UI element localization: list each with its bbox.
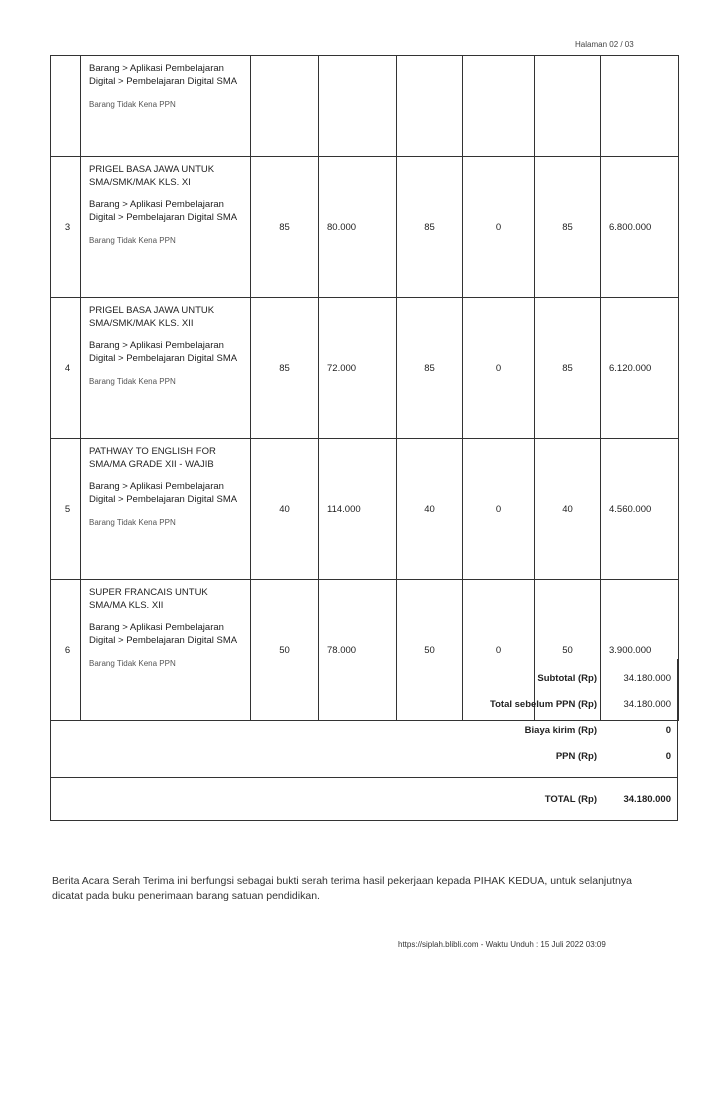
cell-zero: 0 (463, 439, 535, 580)
item-tax-status: Barang Tidak Kena PPN (89, 659, 176, 668)
item-name: PRIGEL BASA JAWA UNTUK SMA/SMK/MAK KLS. XI (89, 164, 215, 188)
cell-description (81, 298, 251, 439)
cell-price: 114.000 (319, 439, 397, 580)
ppn-value: 0 (665, 751, 671, 762)
total-label: TOTAL (Rp) (544, 794, 597, 805)
subtotal-value: 34.180.000 (623, 673, 671, 684)
cell-price: 78.000 (319, 580, 397, 721)
item-category: Barang > Aplikasi Pembelajaran Digital > Pembelajaran Digital SMA (89, 340, 238, 364)
footer-source: https://siplah.blibli.com - Waktu Unduh : 15 Juli 2022 03:09 (398, 940, 606, 949)
item-category: Barang > Aplikasi Pembelajaran Digital > Pembelajaran Digital SMA (89, 481, 238, 505)
cell-qty-received: 40 (397, 439, 463, 580)
cell-total: 3.900.000 (601, 580, 679, 721)
shipping-label: Biaya kirim (Rp) (524, 725, 597, 736)
statement-text: Berita Acara Serah Terima ini berfungsi sebagai bukti serah terima hasil pekerjaan kepada PIHAK KEDUA, untuk selanjutnya dicatat pada buku penerimaan barang satuan pendidikan. (52, 875, 632, 902)
cell-total: 6.800.000 (601, 157, 679, 298)
cell-qty-final: 85 (535, 298, 601, 439)
cell-qty-received: 85 (397, 157, 463, 298)
item-name: PRIGEL BASA JAWA UNTUK SMA/SMK/MAK KLS. XII (89, 305, 215, 329)
cell-qty: 40 (251, 439, 319, 580)
cell-no: 5 (51, 439, 81, 580)
cell-no: 4 (51, 298, 81, 439)
subtotal-row (51, 673, 677, 687)
cell-price (319, 56, 397, 157)
cell-no: 3 (51, 157, 81, 298)
cell-price: 80.000 (319, 157, 397, 298)
table-row (51, 298, 679, 439)
cell-total (601, 56, 679, 157)
cell-qty-final (535, 56, 601, 157)
cell-qty-final: 50 (535, 580, 601, 721)
item-category: Barang > Aplikasi Pembelajaran Digital > Pembelajaran Digital SMA (89, 63, 238, 87)
cell-zero (463, 56, 535, 157)
cell-zero: 0 (463, 157, 535, 298)
item-category: Barang > Aplikasi Pembelajaran Digital > Pembelajaran Digital SMA (89, 622, 238, 646)
page-number: Halaman 02 / 03 (575, 40, 634, 49)
table-row-continued (51, 56, 679, 157)
cell-qty: 85 (251, 157, 319, 298)
cell-qty-received: 85 (397, 298, 463, 439)
item-tax-status: Barang Tidak Kena PPN (89, 236, 176, 245)
cell-qty-received (397, 56, 463, 157)
cell-description (81, 56, 251, 157)
cell-total: 4.560.000 (601, 439, 679, 580)
before-ppn-row (51, 699, 677, 713)
cell-qty-final: 85 (535, 157, 601, 298)
cell-price: 72.000 (319, 298, 397, 439)
cell-no: 6 (51, 580, 81, 721)
item-name: PATHWAY TO ENGLISH FOR SMA/MA GRADE XII - WAJIB (89, 446, 216, 470)
cell-qty-final: 40 (535, 439, 601, 580)
cell-qty-received: 50 (397, 580, 463, 721)
item-tax-status: Barang Tidak Kena PPN (89, 377, 176, 386)
cell-no (51, 56, 81, 157)
before-ppn-value: 34.180.000 (623, 699, 671, 710)
total-section (50, 777, 678, 821)
total-value: 34.180.000 (623, 794, 671, 805)
item-tax-status: Barang Tidak Kena PPN (89, 100, 176, 109)
cell-description (81, 157, 251, 298)
cell-total: 6.120.000 (601, 298, 679, 439)
table-row (51, 157, 679, 298)
item-name: SUPER FRANCAIS UNTUK SMA/MA KLS. XII (89, 587, 208, 611)
items-table (50, 55, 679, 721)
subtotal-label: Subtotal (Rp) (537, 673, 597, 684)
item-category: Barang > Aplikasi Pembelajaran Digital > Pembelajaran Digital SMA (89, 199, 238, 223)
ppn-row (51, 751, 677, 765)
item-tax-status: Barang Tidak Kena PPN (89, 518, 176, 527)
cell-zero: 0 (463, 580, 535, 721)
cell-qty (251, 56, 319, 157)
ppn-label: PPN (Rp) (555, 751, 597, 762)
shipping-value: 0 (665, 725, 671, 736)
before-ppn-label: Total sebelum PPN (Rp) (490, 699, 597, 710)
cell-qty: 50 (251, 580, 319, 721)
cell-qty: 85 (251, 298, 319, 439)
table-row (51, 439, 679, 580)
cell-zero: 0 (463, 298, 535, 439)
shipping-row (51, 725, 677, 739)
cell-description (81, 439, 251, 580)
summary-section (50, 659, 678, 778)
